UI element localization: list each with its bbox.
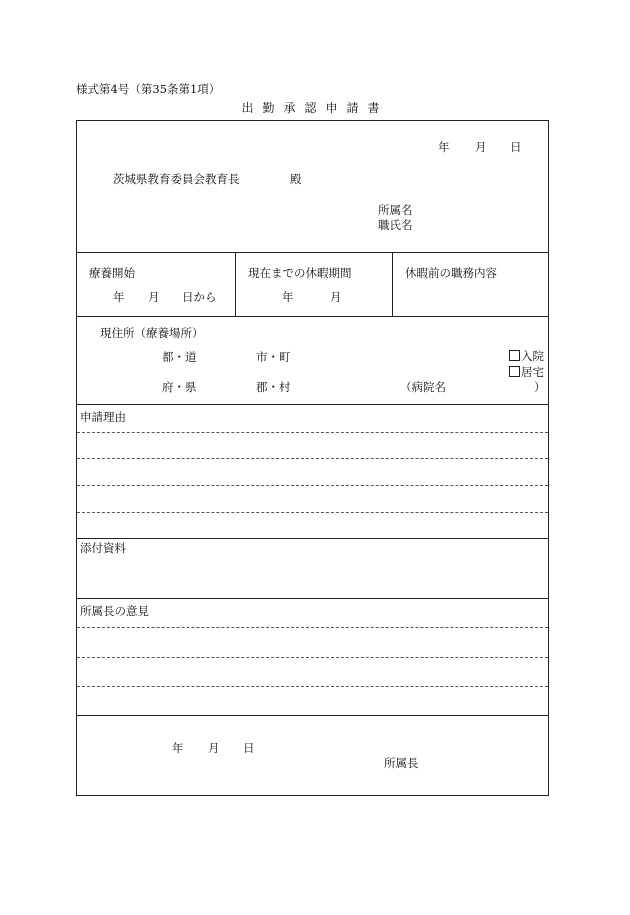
footer-date-day: 日 bbox=[243, 741, 255, 755]
writing-line bbox=[77, 512, 548, 513]
city-top: 市・町 bbox=[256, 350, 291, 364]
writing-line bbox=[77, 627, 548, 628]
form-number: 様式第4号（第35条第1項） bbox=[76, 82, 221, 96]
recuperation-start-year: 年 bbox=[113, 290, 125, 304]
honorific: 殿 bbox=[290, 172, 302, 186]
prefecture-top: 都・道 bbox=[162, 350, 197, 364]
leave-period-year: 年 bbox=[282, 290, 294, 304]
city-bottom: 郡・村 bbox=[256, 380, 291, 394]
affiliation-label: 所属名 bbox=[378, 203, 413, 217]
column-divider bbox=[235, 252, 236, 316]
writing-line bbox=[77, 458, 548, 459]
recuperation-start-month: 月 bbox=[148, 290, 160, 304]
position-name-label: 職氏名 bbox=[378, 218, 413, 232]
application-reason-label: 申請理由 bbox=[80, 410, 126, 424]
inpatient-label: 入院 bbox=[521, 349, 544, 363]
residence-label: 現住所（療養場所） bbox=[100, 326, 204, 340]
section-divider bbox=[76, 316, 549, 317]
leave-period-month: 月 bbox=[330, 290, 342, 304]
inpatient-option[interactable] bbox=[509, 350, 544, 363]
writing-line bbox=[77, 657, 548, 658]
footer-date-month: 月 bbox=[208, 741, 220, 755]
section-divider bbox=[76, 252, 549, 253]
section-divider bbox=[76, 715, 549, 716]
leave-period-label: 現在までの休暇期間 bbox=[248, 266, 352, 280]
prefecture-bottom: 府・県 bbox=[162, 380, 197, 394]
writing-line bbox=[77, 432, 548, 433]
column-divider bbox=[392, 252, 393, 316]
inpatient-checkbox[interactable] bbox=[509, 350, 520, 361]
home-checkbox[interactable] bbox=[509, 366, 520, 377]
writing-line bbox=[77, 485, 548, 486]
recuperation-start-label: 療養開始 bbox=[89, 266, 135, 280]
recuperation-start-day: 日から bbox=[182, 290, 217, 304]
section-divider bbox=[76, 404, 549, 405]
attachments-label: 添付資料 bbox=[80, 541, 126, 555]
hospital-name-close: ） bbox=[534, 380, 546, 394]
home-option[interactable] bbox=[509, 366, 544, 379]
section-divider bbox=[76, 598, 549, 599]
header-date-day: 日 bbox=[510, 140, 522, 154]
header-date-year: 年 bbox=[438, 140, 450, 154]
supervisor-opinion-label: 所属長の意見 bbox=[80, 604, 149, 618]
supervisor-label: 所属長 bbox=[384, 756, 419, 770]
addressee: 茨城県教育委員会教育長 bbox=[113, 172, 240, 186]
footer-date-year: 年 bbox=[172, 741, 184, 755]
writing-line bbox=[77, 686, 548, 687]
document-title: 出勤承認申請書 bbox=[241, 101, 389, 115]
header-date-month: 月 bbox=[475, 140, 487, 154]
prior-duties-label: 休暇前の職務内容 bbox=[405, 266, 497, 280]
hospital-name-open: （病院名 bbox=[400, 380, 446, 394]
section-divider bbox=[76, 538, 549, 539]
home-label: 居宅 bbox=[521, 365, 544, 379]
